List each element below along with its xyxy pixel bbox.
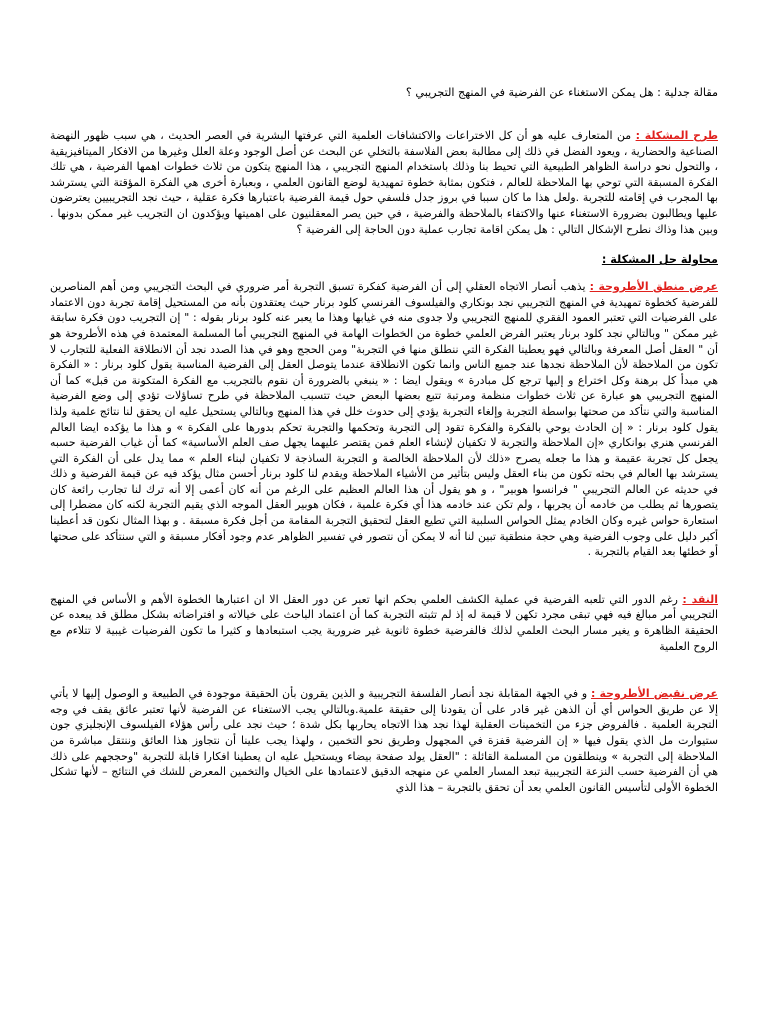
spacer xyxy=(50,574,718,592)
critique-paragraph xyxy=(50,592,718,654)
thesis-section xyxy=(50,279,718,560)
antithesis-paragraph xyxy=(50,686,718,795)
critique-label: النقد : xyxy=(682,592,718,606)
antithesis-section xyxy=(50,686,718,795)
document-title: مقالة جدلية : هل يمكن الاستغناء عن الفرضية في المنهج التجريبي ؟ xyxy=(405,86,718,99)
antithesis-label: عرض نقيض الأطروحة : xyxy=(590,687,718,701)
spacer xyxy=(50,668,718,686)
thesis-paragraph xyxy=(50,279,718,560)
critique-text: رغم الدور التي تلعبه الفرضية في عملية الكشف العلمي بحكم انها تعبر عن دور العقل الا ان اعتبارها الخطوة الأهم و الأساس في المنهج التجريبي أمر مبالغ فيه فهي تبقى مجرد تكهن لا قيمة له إذ لم تثبته التجربة كما أن اعتماد الباحث على خيالاته و افتراضاته بشكل مطلق قد يبعده عن الحقيقة الظاهرة و يغير مسار البحث العلمي لذلك فالفرضية خطوة ثانوية غير ضرورية يجب استبعادها و كثيرا ما تكون الفرضيات غيبية لا تتلاءم مع الروح العلمية xyxy=(50,592,718,653)
problem-section xyxy=(50,128,718,237)
thesis-label: عرض منطق الأطروحة : xyxy=(589,280,718,294)
attempt-heading: محاولة حل المشكلة : xyxy=(601,253,718,267)
antithesis-text: و في الجهة المقابلة نجد أنصار الفلسفة التجريبية و الذين يقرون بأن الحقيقة موجودة في الطبيعة و الوصول إليها لا يأتي إلا عن طريق الحواس أي أن الذهن غير قادر على أن يقودنا إلى حقيقة علمية.وبالتالي يجب الاستغناء عن الفرضية لأنها تعتبر عائق يقف في وجه التجربة العلمية . فالفروض جزء من التخمينات العقلية لهذا نجد هذا الاتجاه يحاربها بكل شدة ؛ حيث نجد على رأس هؤلاء الفيلسوف الإنجليزي جون ستيوارت مل الذي يقول فيها « إن الفرضية قفزة في المجهول وطريق نحو التخمين ، ولهذا يجب علينا أن نتجاوز هذا العائق وننتقل مباشرة من الملاحظة إلى التجربة » وينطلقون من المسلمة القائلة : "العقل يولد صفحة بيضاء ويستحيل عليه ان يعطينا افكارا قابلة للتجربة "وحججهم على ذلك هي أن الفرضية حسب النزعة التجريبية تبعد المسار العلمي عن منهجه الدقيق لاعتمادها على الخيال والتخمين المعرض للشك في النتائج – لأنها تشكل الخطوة الأولى لتأسيس القانون العلمي بعد أن تحقق بالتجربة – هذا الذي xyxy=(50,687,718,794)
problem-label: طرح المشكلة : xyxy=(635,129,718,142)
problem-paragraph xyxy=(50,128,718,237)
critique-section xyxy=(50,592,718,654)
problem-text: من المتعارف عليه هو أن كل الاختراعات والاكتشافات العلمية التي عرفتها البشرية في العصر الحديث ، هي سبب ظهور النهضة الصناعية والحضارية ، ويعود الفضل في ذلك إلى مطالبة بعض الفلاسفة بالتخلي عن البحث عن أصل الوجود وعلة العلل وغيرها من الافكار الميتافيزيقية ، والتحول نحو دراسة الظواهر الطبيعية التي تحيط بنا وذلك باستخدام المنهج التجريبي ، هذا المنهج يتكون من ثلاث خطوات اهمها الفرضية ، هي تلك الفكرة المسبقة التي توحي بها الملاحظة للعالم ، فتكون بمثابة خطوة تمهيدية لوضع القانون العلمي ، وبعبارة أخرى هي الفكرة المؤقتة التي يسترشد بها المجرب في إقامته للتجربة .ولعل هذا ما كان سببا في بروز جدل فلسفي حول قيمة الفرضية باعتبارها فكرة عقلية ، حيث نجد التجريبيين يعترضون عليها ويطالبون بضرورة الاستغناء عنها والاكتفاء بالملاحظة والفرضية ، في حين يصر المعقلنيون على اهميتها ويؤكدون ان التجريب غير ممكن بدونها . وبين هذا وذاك نطرح الإشكال التالي : هل يمكن اقامة تجارب عملية دون الحاجة إلى الفرضية ؟ xyxy=(50,129,718,236)
thesis-text: يذهب أنصار الاتجاه العقلي إلى أن الفرضية كفكرة تسبق التجربة أمر ضروري في البحث التجريبي ومن أهم المناصرين للفرضية كخطوة تمهيدية في المنهج التجريبي نجد بونكاري والفيلسوف الفرنسي كلود برنار حيث يعتقدون بأنه من المستحيل إقامة تجربة دون الاعتماد على الفرضيات التي تعتبر العمود الفقري للمنهج التجريبي ولا جدوى منه في غيابها وهذا ما يعبر عنه كلود برنار بقوله : " إن التجريب دون فكرة سابقة غير ممكن " وبالتالي نجد كلود برنار يعتبر الفرض العلمي خطوة من الخطوات الهامة في المنهج التجريبي أما المسلمة المعتمدة في هذه الأطروحة هو أن " العقل أصل المعرفة وبالتالي فهو يعطينا الفكرة التي ننطلق منها في التجربة" ومن الحجج وهو في هذا الصدد نجد أن الانطلاقة الفعلية للتجارب لا تكون من الملاحظة لأن الملاحظة نجدها عند جميع الناس وانما تكون الانطلاقة عندما يتوصل العقل إلى الفرضية المناسبة يقول كلود برنار : « الفكرة هي مبدأ كل برهنة وكل اختراع و إليها ترجع كل مبادرة » ويقول ايضا : « ينبغي بالضرورة أن نقوم بالتجريب مع الفكرة المتكونة من قبل» كما أن المنهج التجريبي هو عبارة عن ثلاث خطوات منظمة ومرتبة تتبع بعضها البعض حيث تتسبب الملاحظة في طرح تساؤلات تؤدي إلى وضع الفرضية المناسبة والتي نتأكد من صحتها بواسطة التجربة وإلغاء التجربة يؤدي إلى حدوث خلل في هذا المنهج وبالتالي يستحيل عليه ان يحقق لنا نتائج علمية ولذا يقول كلود برنار : « إن الحادث يوحي بالفكرة والفكرة تقود إلى التجربة وتحكمها والتجربة تحكم بدورها على الفكرة » و هذا ما يؤكده ايضا العالم الفرنسي هنري بوانكاري «إن الملاحظة والتجربة لا تكفيان لإنشاء العلم فمن يقتصر عليهما يجهل صف العلم الأساسية» كما أن غياب الفرضية حسبه يجعل كل تجربة عقيمة و هذا ما جعله يصرح «ذلك لأن الملاحظة الخالصة و التجربة الساذجة لا تكفيان لبناء العلم » مما يدل على أن الفكرة التي يسترشد بها العالم في بحثه تكون من بناء العقل وليس بتأثير من الأشياء الملاحظة ويقدم لنا كلود برنار أحسن مثال يؤكد فيه عن قيمة الفرضية و ذلك في حديثه عن العالم التجريبي " فرانسوا هوبير" ، و هو يقول أن هذا العالم العظيم على الرغم من أنه كان أعمى إلا أنه ترك لنا تجارب رائعة كان يتصورها ثم يطلب من خادمه أن يجربها ، ولم تكن عند خادمه هذا أي فكرة علمية ، فكان هوبير العقل الموجه الذي يقيم التجربة لكنه كان مضطرا إلى استعارة حواس غيره وكان الخادم يمثل الحواس السلبية التي تطيع العقل لتحقيق التجربة المقامة من أجل فكرة مسبقة . و بهذا المثال نكون قد أعطينا أكبر دليل على وجوب الفرضية وهي حجة منطقية تبين لنا أنه لا يمكن أن نتصور في تفسير الظواهر عدم وجود أفكار مسبقة و التي سنتأكد على صحتها أو خطئها بعد القيام بالتجربة . xyxy=(50,280,718,559)
